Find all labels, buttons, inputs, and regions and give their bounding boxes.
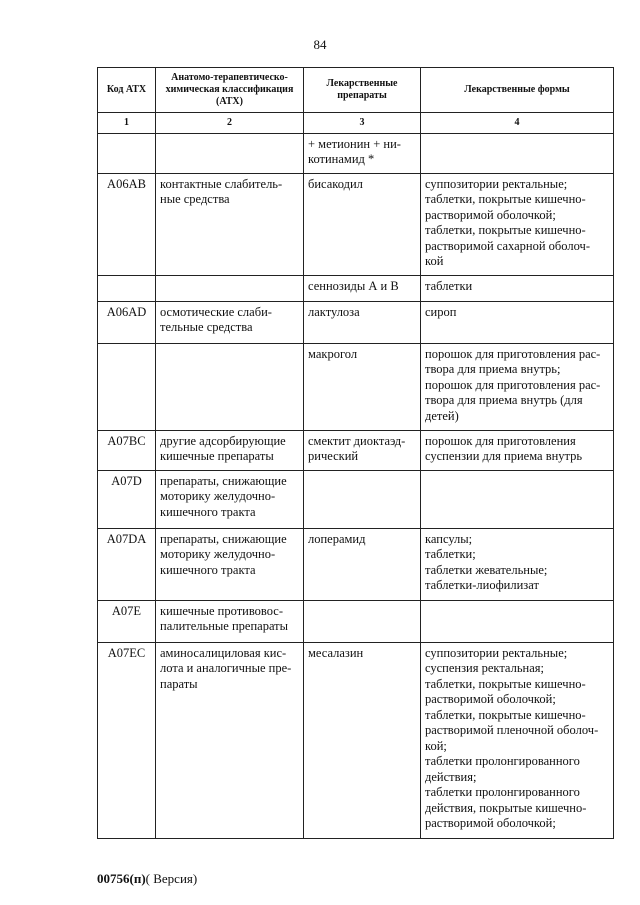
table-row	[98, 301, 614, 343]
table-row	[98, 528, 614, 600]
dosage-forms-cell: суппозитории ректальные; таблетки, покрытые кишечно- растворимой оболочкой; таблетки, покрытые кишечно- растворимой сахарной оболоч- кой	[421, 173, 614, 275]
dosage-forms-cell: сироп	[421, 301, 614, 343]
classification-cell	[156, 275, 304, 301]
drug-cell: смектит диоктаэд- рический	[304, 430, 421, 470]
classification-cell: аминосалициловая кис- лота и аналогичные пре- параты	[156, 642, 304, 838]
drug-cell: лактулоза	[304, 301, 421, 343]
column-number: 1	[98, 113, 156, 134]
header-atx-classification: Анатомо-терапевтическо-химическая классификация (АТХ)	[156, 68, 304, 113]
atx-table	[97, 67, 614, 839]
table-row	[98, 642, 614, 838]
atx-code-cell	[98, 343, 156, 430]
column-number: 3	[304, 113, 421, 134]
table-row	[98, 275, 614, 301]
drug-cell: сеннозиды А и В	[304, 275, 421, 301]
table-row	[98, 133, 614, 173]
dosage-forms-cell: порошок для приготовления суспензии для приема внутрь	[421, 430, 614, 470]
column-number: 4	[421, 113, 614, 134]
table-row	[98, 343, 614, 430]
drug-cell: + метионин + ни- котинамид *	[304, 133, 421, 173]
atx-code-cell: A06AD	[98, 301, 156, 343]
table-row	[98, 173, 614, 275]
column-number: 2	[156, 113, 304, 134]
drug-cell: лоперамид	[304, 528, 421, 600]
classification-cell: контактные слабитель- ные средства	[156, 173, 304, 275]
atx-code-cell: A06AB	[98, 173, 156, 275]
classification-cell: кишечные противовос- палительные препараты	[156, 600, 304, 642]
document-code: 00756(п)	[97, 871, 146, 886]
atx-code-cell: A07DA	[98, 528, 156, 600]
dosage-forms-cell: капсулы; таблетки; таблетки жевательные; таблетки-лиофилизат	[421, 528, 614, 600]
table-row	[98, 470, 614, 528]
document-footer	[97, 871, 197, 887]
atx-code-cell: A07E	[98, 600, 156, 642]
drug-cell: макрогол	[304, 343, 421, 430]
atx-code-cell: A07D	[98, 470, 156, 528]
dosage-forms-cell	[421, 600, 614, 642]
classification-cell: другие адсорбирующие кишечные препараты	[156, 430, 304, 470]
dosage-forms-cell	[421, 133, 614, 173]
table-row	[98, 600, 614, 642]
atx-code-cell	[98, 133, 156, 173]
atx-code-cell: A07BC	[98, 430, 156, 470]
drug-cell	[304, 470, 421, 528]
header-drugs: Лекарственные препараты	[304, 68, 421, 113]
dosage-forms-cell: суппозитории ректальные; суспензия ректальная; таблетки, покрытые кишечно- растворимой оболочкой; таблетки, покрытые кишечно- растворимой пленочной оболоч- кой; таблетки пролонгированного действия; таблетки пролонгированного действия, покрытые кишечно- растворимой оболочкой;	[421, 642, 614, 838]
dosage-forms-cell: порошок для приготовления рас- твора для приема внутрь; порошок для приготовления рас- твора для приема внутрь (для детей)	[421, 343, 614, 430]
atx-code-cell: A07EC	[98, 642, 156, 838]
classification-cell: осмотические слаби- тельные средства	[156, 301, 304, 343]
atx-code-cell	[98, 275, 156, 301]
dosage-forms-cell: таблетки	[421, 275, 614, 301]
drug-cell: бисакодил	[304, 173, 421, 275]
classification-cell	[156, 343, 304, 430]
drug-cell	[304, 600, 421, 642]
table-row	[98, 430, 614, 470]
classification-cell	[156, 133, 304, 173]
page-number: 84	[313, 37, 327, 52]
header-dosage-forms: Лекарственные формы	[421, 68, 614, 113]
column-number-row	[98, 113, 614, 134]
table-header-row	[98, 68, 614, 113]
classification-cell: препараты, снижающие моторику желудочно- кишечного тракта	[156, 470, 304, 528]
document-version: ( Версия)	[145, 871, 198, 886]
header-atx-code: Код АТХ	[98, 68, 156, 113]
dosage-forms-cell	[421, 470, 614, 528]
classification-cell: препараты, снижающие моторику желудочно- кишечного тракта	[156, 528, 304, 600]
drug-cell: месалазин	[304, 642, 421, 838]
